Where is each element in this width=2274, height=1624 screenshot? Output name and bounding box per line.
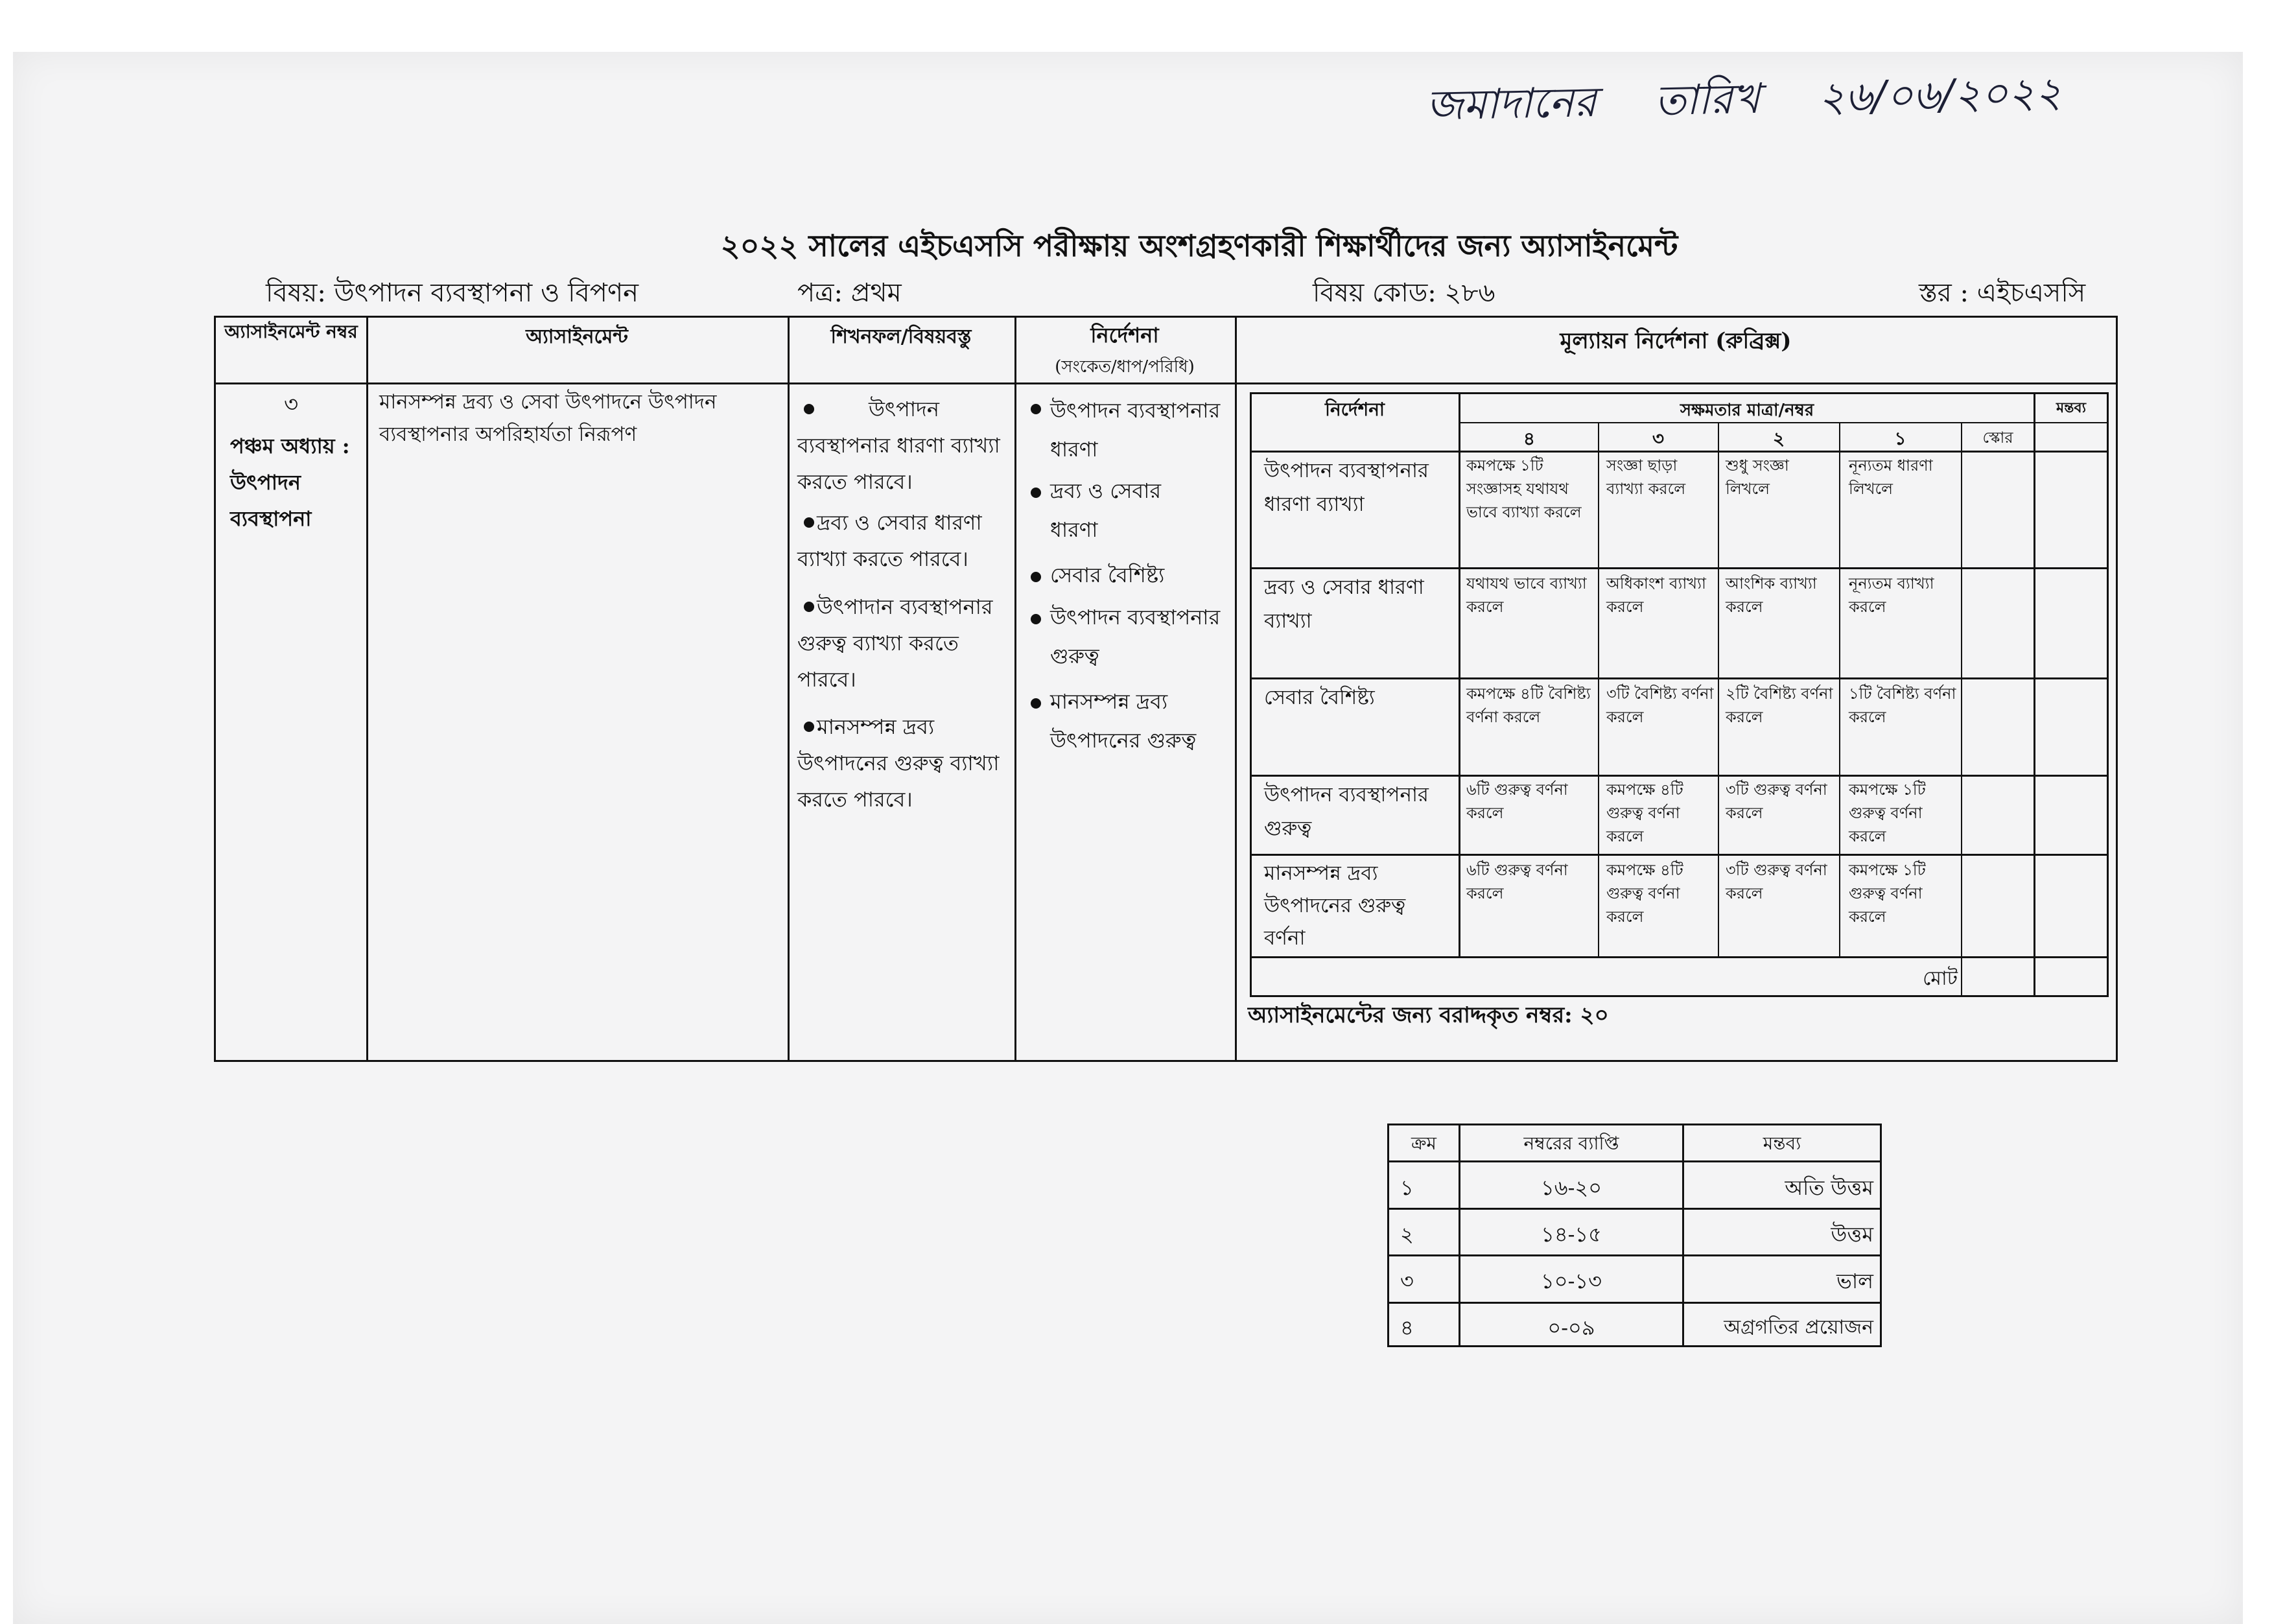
learning-outcome-item: মানসম্পন্ন দ্রব্য উৎপাদনের গুরুত্ব ব্যাখ্যা করতে পারবে। (797, 714, 1000, 812)
rubric-level: ৩ (1652, 428, 1665, 449)
rubric-cell: কমপক্ষে ১টি সংজ্ঞাসহ যথাযথ ভাবে ব্যাখ্যা করলে (1466, 456, 1582, 521)
chapter-name: পঞ্চম অধ্যায় : উৎপাদন ব্যবস্থাপনা (230, 434, 350, 531)
rubric-cell: কমপক্ষে ১টি গুরুত্ব বর্ণনা করলে (1849, 861, 1926, 926)
instruction-item: সেবার বৈশিষ্ট্য (1050, 563, 1165, 587)
instruction-item: মানসম্পন্ন দ্রব্য উৎপাদনের গুরুত্ব (1050, 689, 1197, 753)
rubric-total-label: মোট (1923, 967, 1958, 990)
rubric-criterion: উৎপাদন ব্যবস্থাপনার গুরুত্ব (1264, 783, 1429, 840)
rubric-cell: যথাযথ ভাবে ব্যাখ্যা করলে (1466, 574, 1587, 616)
grade-range: ১৬-২০ (1541, 1175, 1602, 1200)
grade-header: নম্বরের ব্যাপ্তি (1523, 1133, 1619, 1154)
grade-comment: উত্তম (1831, 1222, 1873, 1247)
header-assignment-no: অ্যাসাইনমেন্ট নম্বর (224, 321, 358, 342)
grade-header: ক্রম (1411, 1133, 1436, 1154)
header-evaluation: মূল্যায়ন নির্দেশনা (রুব্রিক্স) (1560, 328, 1792, 354)
rubric-header-score: স্কোর (1982, 429, 2013, 447)
assignment-text: মানসম্পন্ন দ্রব্য ও সেবা উৎপাদনে উৎপাদন ব্যবস্থাপনার অপরিহার্যতা নিরূপণ (379, 390, 717, 446)
grade-range: ১৪-১৫ (1541, 1222, 1602, 1247)
rubric-level: ১ (1894, 428, 1906, 449)
rubric-criterion: দ্রব্য ও সেবার ধারণা ব্যাখ্যা (1264, 576, 1424, 633)
meta-paper: পত্র: প্রথম (797, 278, 902, 308)
rubric-level: ৪ (1523, 428, 1536, 449)
rubric-cell: কমপক্ষে ১টি গুরুত্ব বর্ণনা করলে (1849, 781, 1926, 845)
rubric-header-comment: মন্তব্য (2056, 399, 2086, 416)
rubric-criterion: মানসম্পন্ন দ্রব্য উৎপাদনের গুরুত্ব বর্ণনা (1264, 862, 1406, 950)
rubric-header-competency: সক্ষমতার মাত্রা/নম্বর (1680, 401, 1814, 420)
instruction-item: উৎপাদন ব্যবস্থাপনার ধারণা (1050, 398, 1221, 462)
allocated-marks: অ্যাসাইনমেন্টের জন্য বরাদ্দকৃত নম্বর: ২০ (1248, 1002, 1609, 1028)
assignment-number: ৩ (283, 392, 299, 418)
rubric-cell: শুধু সংজ্ঞা লিখলে (1726, 456, 1789, 498)
rubric-cell: কমপক্ষে ৪টি বৈশিষ্ট্য বর্ণনা করলে (1466, 685, 1591, 726)
rubric-level: ২ (1772, 428, 1785, 449)
grade-rank: ১ (1400, 1175, 1414, 1200)
grade-rank: ৪ (1400, 1315, 1414, 1340)
grade-comment: অগ্রগতির প্রয়োজন (1724, 1316, 1873, 1339)
rubric-cell: সংজ্ঞা ছাড়া ব্যাখ্যা করলে (1606, 456, 1686, 498)
rubric-cell: আংশিক ব্যাখ্যা করলে (1726, 574, 1817, 616)
grade-comment: অতি উত্তম (1785, 1175, 1873, 1200)
hw-date-value: ২৬/০৬/২০২২ (1817, 68, 2063, 122)
rubric-criterion: সেবার বৈশিষ্ট্য (1264, 686, 1375, 709)
grade-rank: ৩ (1400, 1269, 1414, 1293)
rubric-cell: ৩টি গুরুত্ব বর্ণনা করলে (1726, 861, 1827, 902)
header-instruction-sub: (সংকেত/ধাপ/পরিধি) (1055, 357, 1195, 377)
document-title: ২০২২ সালের এইচএসসি পরীক্ষায় অংশগ্রহণকারী শিক্ষার্থীদের জন্য অ্যাসাইনমেন্ট (720, 228, 1678, 263)
rubric-cell: কমপক্ষে ৪টি গুরুত্ব বর্ণনা করলে (1606, 781, 1683, 845)
hw-label-submission: জমাদানের (1425, 78, 1597, 130)
grade-rank: ২ (1400, 1222, 1414, 1247)
meta-code: বিষয় কোড: ২৮৬ (1313, 278, 1495, 308)
rubric-cell: নূন্যতম ধারণা লিখলে (1849, 456, 1933, 498)
rubric-cell: ৬টি গুরুত্ব বর্ণনা করলে (1466, 861, 1568, 902)
grade-range: ০-০৯ (1547, 1315, 1595, 1340)
meta-subject: বিষয়: উৎপাদন ব্যবস্থাপনা ও বিপণন (266, 278, 639, 308)
header-instruction: নির্দেশনা (1090, 323, 1159, 347)
rubric-cell: ২টি বৈশিষ্ট্য বর্ণনা করলে (1726, 685, 1833, 726)
learning-outcome-item: দ্রব্য ও সেবার ধারণা ব্যাখ্যা করতে পারবে। (797, 510, 982, 571)
rubric-cell: ৩টি গুরুত্ব বর্ণনা করলে (1726, 781, 1827, 822)
hw-label-date: তারিখ (1654, 75, 1761, 125)
rubric-cell: অধিকাংশ ব্যাখ্যা করলে (1606, 574, 1706, 616)
grade-range: ১০-১৩ (1541, 1269, 1602, 1293)
rubric-cell: নূন্যতম ব্যাখ্যা করলে (1849, 574, 1934, 616)
rubric-cell: কমপক্ষে ৪টি গুরুত্ব বর্ণনা করলে (1606, 861, 1683, 926)
rubric-criterion: উৎপাদন ব্যবস্থাপনার ধারণা ব্যাখ্যা (1264, 459, 1429, 516)
learning-outcome-item: উৎপাদন ব্যবস্থাপনার ধারণা ব্যাখ্যা করতে পারবে। (797, 397, 1000, 494)
grade-comment: ভাল (1836, 1269, 1873, 1293)
meta-level: স্তর : এইচএসসি (1919, 278, 2086, 308)
grade-header: মন্তব্য (1763, 1133, 1801, 1154)
rubric-header-instruction: নির্দেশনা (1324, 399, 1385, 420)
rubric-cell: ৬টি গুরুত্ব বর্ণনা করলে (1466, 781, 1568, 822)
rubric-cell: ৩টি বৈশিষ্ট্য বর্ণনা করলে (1606, 685, 1714, 726)
learning-outcome-item: উৎপাদান ব্যবস্থাপনার গুরুত্ব ব্যাখ্যা করতে পারবে। (797, 594, 993, 692)
rubric-cell: ১টি বৈশিষ্ট্য বর্ণনা করলে (1849, 685, 1956, 726)
instruction-item: উৎপাদন ব্যবস্থাপনার গুরুত্ব (1050, 605, 1221, 668)
header-learning-outcome: শিখনফল/বিষয়বস্তু (830, 325, 972, 348)
header-assignment: অ্যাসাইনমেন্ট (526, 325, 628, 348)
instruction-item: দ্রব্য ও সেবার ধারণা (1050, 478, 1162, 542)
